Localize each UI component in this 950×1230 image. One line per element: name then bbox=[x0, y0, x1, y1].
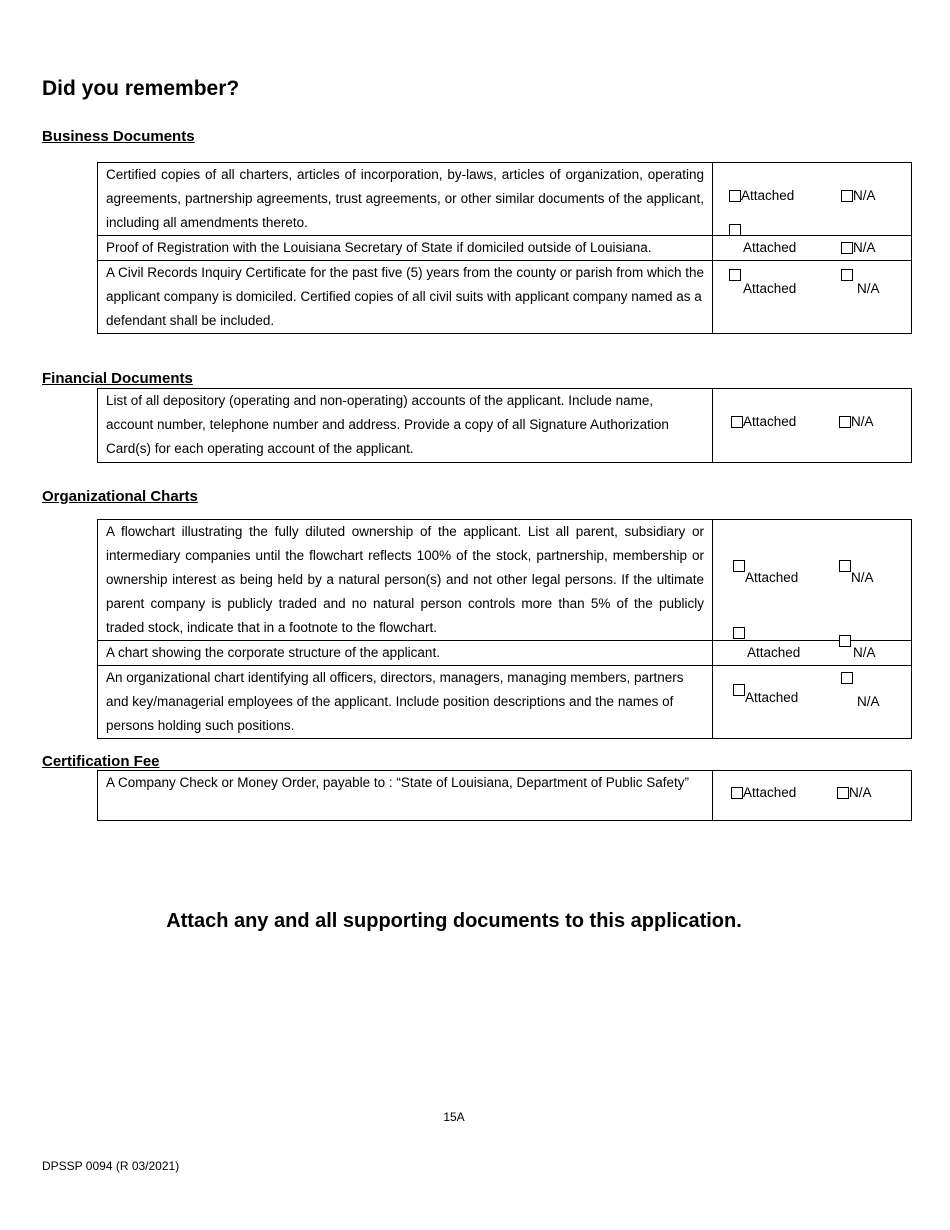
org-row-1-options bbox=[713, 520, 912, 641]
org-row-2-attached-checkbox[interactable] bbox=[733, 627, 745, 639]
table-row bbox=[98, 641, 912, 666]
org-row-2-text: A chart showing the corporate structure of the applicant. bbox=[98, 641, 713, 666]
certification-fee-heading: Certification Fee bbox=[42, 753, 160, 770]
business-row-2-na-option[interactable]: N/A bbox=[841, 240, 876, 256]
organizational-charts-table bbox=[97, 519, 912, 739]
checkbox-icon[interactable] bbox=[731, 416, 743, 428]
table-row bbox=[98, 389, 912, 463]
business-row-3-text: A Civil Records Inquiry Certificate for the past five (5) years from the county or parish from which the applicant company is domiciled. Certified copies of all civil suits with applicant company named as a defendant shall be included. bbox=[98, 261, 713, 334]
table-row bbox=[98, 520, 912, 641]
business-documents-heading: Business Documents bbox=[42, 128, 195, 145]
checkbox-icon[interactable] bbox=[841, 242, 853, 254]
org-row-1-text: A flowchart illustrating the fully diluted ownership of the applicant. List all parent, subsidiary or intermediary companies until the flowchart reflects 100% of the stock, partnership, membership or ownership interest as being held by a natural person(s) and not other legal persons. If the ultimate parent company is publicly traded and no natural person controls more than 5% of the publicly traded stock, indicate that in a footnote to the flowchart. bbox=[98, 520, 713, 641]
financial-documents-heading: Financial Documents bbox=[42, 370, 193, 387]
table-row bbox=[98, 163, 912, 236]
checkbox-icon[interactable] bbox=[837, 787, 849, 799]
org-row-3-na-label: N/A bbox=[857, 694, 880, 709]
org-row-3-na-checkbox[interactable] bbox=[841, 672, 853, 684]
financial-row-1-na-option[interactable]: N/A bbox=[839, 414, 874, 430]
business-row-1-text: Certified copies of all charters, articles of incorporation, by-laws, articles of organization, operating agreements, partnership agreements, trust agreements, or other similar documents of the applicant, including all amendments thereto. bbox=[98, 163, 713, 236]
business-row-3-options bbox=[713, 261, 912, 334]
business-row-2-attached-checkbox[interactable] bbox=[729, 224, 741, 236]
org-row-3-attached-option[interactable]: Attached bbox=[733, 684, 798, 706]
checkbox-icon[interactable] bbox=[839, 560, 851, 572]
financial-row-1-text: List of all depository (operating and non-operating) accounts of the applicant. Include name, account number, telephone number and address. Provide a copy of all Signature Authorization Card(s) for each operating account of the applicant. bbox=[98, 389, 713, 463]
org-row-1-attached-option[interactable]: Attached bbox=[733, 560, 798, 586]
fee-row-1-na-option[interactable]: N/A bbox=[837, 785, 872, 801]
org-row-3-text: An organizational chart identifying all officers, directors, managers, managing members, partners and key/managerial employees of the applicant. Include position descriptions and the names of persons holding such positions. bbox=[98, 666, 713, 739]
org-row-1-na-option[interactable]: N/A bbox=[839, 560, 874, 586]
table-row bbox=[98, 236, 912, 261]
fee-row-1-attached-option[interactable]: Attached bbox=[731, 785, 796, 801]
business-row-2-text: Proof of Registration with the Louisiana Secretary of State if domiciled outside of Louisiana. bbox=[98, 236, 713, 261]
checkbox-icon[interactable] bbox=[841, 190, 853, 202]
org-row-2-na-checkbox[interactable] bbox=[839, 635, 851, 647]
financial-row-1-attached-option[interactable]: Attached bbox=[731, 414, 796, 430]
checkbox-icon[interactable] bbox=[729, 269, 741, 281]
org-row-2-na-label: N/A bbox=[853, 645, 876, 660]
org-row-3-options bbox=[713, 666, 912, 739]
business-row-2-options bbox=[713, 236, 912, 261]
organizational-charts-heading: Organizational Charts bbox=[42, 488, 198, 505]
page-number: 15A bbox=[443, 1110, 465, 1124]
checkbox-icon[interactable] bbox=[841, 269, 853, 281]
business-row-1-options bbox=[713, 163, 912, 236]
certification-fee-table bbox=[97, 770, 912, 821]
business-row-3-attached-option[interactable]: Attached bbox=[729, 269, 796, 297]
page-title: Did you remember? bbox=[42, 77, 240, 100]
checkbox-icon[interactable] bbox=[729, 190, 741, 202]
org-row-2-attached-label: Attached bbox=[747, 645, 801, 660]
checkbox-icon[interactable] bbox=[733, 684, 745, 696]
table-row bbox=[98, 771, 912, 821]
fee-row-1-text: A Company Check or Money Order, payable to : “State of Louisiana, Department of Public Safety” bbox=[98, 771, 713, 821]
table-row bbox=[98, 666, 912, 739]
financial-documents-table bbox=[97, 388, 912, 463]
checkbox-icon[interactable] bbox=[731, 787, 743, 799]
financial-row-1-options bbox=[713, 389, 912, 463]
closing-note: Attach any and all supporting documents to this application. bbox=[166, 910, 742, 932]
fee-row-1-options bbox=[713, 771, 912, 821]
business-row-1-attached-option[interactable]: Attached bbox=[729, 188, 794, 204]
business-row-3-na-option[interactable]: N/A bbox=[841, 269, 880, 297]
org-row-2-options bbox=[713, 641, 912, 666]
form-number: DPSSP 0094 (R 03/2021) bbox=[42, 1159, 180, 1173]
checkbox-icon[interactable] bbox=[733, 560, 745, 572]
business-row-1-na-option[interactable]: N/A bbox=[841, 188, 876, 204]
checkbox-icon[interactable] bbox=[839, 416, 851, 428]
business-row-2-attached-label: Attached bbox=[743, 240, 797, 255]
business-documents-table bbox=[97, 162, 912, 334]
table-row bbox=[98, 261, 912, 334]
